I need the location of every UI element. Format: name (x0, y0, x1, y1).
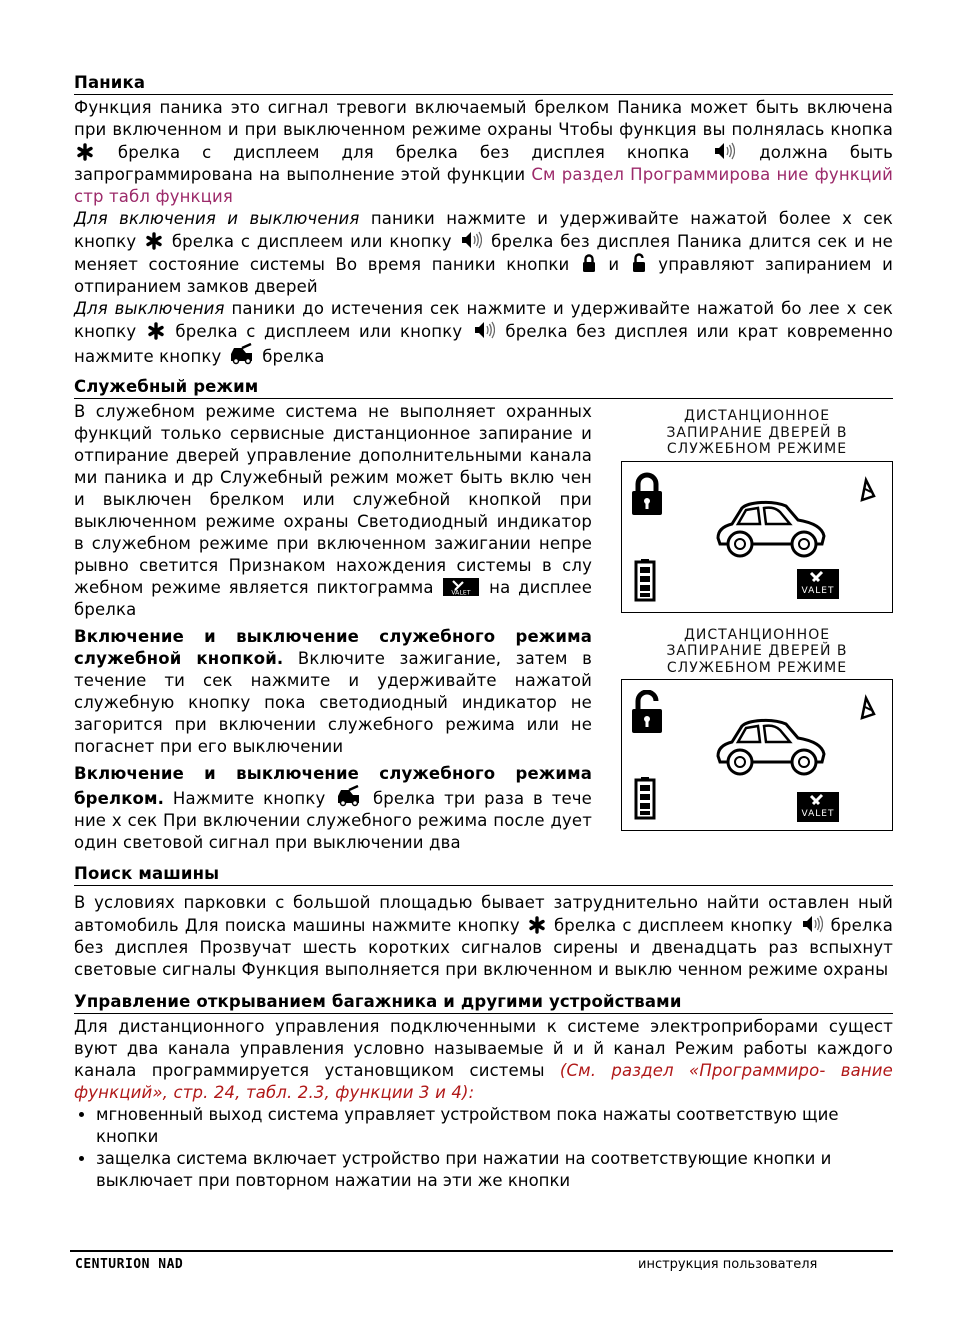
lock-closed-icon (630, 472, 664, 516)
valet-icon (443, 578, 479, 596)
car-trunk-icon (336, 785, 362, 807)
panic-paragraph-1: Функция паника это сигнал тревоги включаемый брелком Паника может быть включена при включенном и при выключенном режиме охраны Чтобы функция вы полнялась кнопка брелка с дисплеем для брелка без дисплея кнопка должна быть запрограммирована на выполнение этой функции См раздел Программирова ние функций стр табл функция (74, 98, 893, 206)
asterisk-icon (145, 232, 163, 250)
panic-reference: См раздел Программирова ние функций стр табл функция (74, 165, 893, 206)
asterisk-icon (76, 143, 94, 161)
panic-section-header (74, 72, 893, 95)
asterisk-icon (147, 322, 165, 340)
service-heading: Служебный режим (74, 377, 259, 396)
search-paragraph: В условиях парковки с большой площадью бывает затруднительно найти оставлен ный автомобиль Для поиска машины нажмите кнопку брелка с дисплеем кнопку брелка без дисплея Прозвучат шесть коротких сигналов сирены и двенадцать раз вспыхнут световые сигналы Функция выполняется при включенном и выклю ченном режиме охраны (74, 893, 893, 979)
speaker-icon (801, 914, 823, 934)
service-paragraph-2: Включение и выключение служебного режима служебной кнопкой. Включите зажигание, затем в течение ти сек нажмите и удерживайте нажатой служебную кнопку пока светодиодный индикатор не загорится при включении служебного режима или не погаснет при его выключении (74, 627, 592, 756)
figure-caption: ДИСТАНЦИОННОЕ ЗАПИРАНИЕ ДВЕРЕЙ В СЛУЖЕБНОМ РЕЖИМЕ (666, 626, 848, 676)
service-text-column (74, 401, 592, 854)
panic-paragraph-2: Для включения и выключения паники нажмите и удерживайте нажатой более х сек кнопку брелка с дисплеем или кнопку брелка без дисплея Паника длится сек и не меняет состояние системы Во время паники кнопки и управляют запиранием и отпиранием замков дверей (74, 209, 893, 296)
lock-closed-icon (582, 253, 596, 273)
car-icon (710, 486, 830, 566)
car-icon (710, 704, 830, 784)
antenna-icon (856, 694, 878, 720)
lcd-display (621, 679, 893, 831)
trunk-reference: (См. раздел «Программиро- вание функций», стр. 24, табл. 2.3, функции 3 и 4): (74, 1061, 893, 1102)
search-section-header (74, 863, 893, 886)
panic-paragraph-3: Для выключения паники до истечения сек нажмите и удерживайте нажатой бо лее х сек кнопку брелка с дисплеем или кнопку брелка без дисплея или крат ковременно нажмите кнопку брелка (74, 299, 893, 366)
panic-heading: Паника (74, 73, 146, 92)
service-paragraph-3: Включение и выключение служебного режима брелком. Нажмите кнопку брелка три раза в тече ние х сек При включении служебного режима после дует один световой сигнал при выключении два (74, 764, 592, 852)
figure-remote-unlock-service (621, 627, 893, 832)
page-content (74, 72, 893, 1192)
valet-icon: VALET (797, 792, 839, 822)
lock-open-icon (632, 253, 646, 273)
list-item: • защелка система включает устройство при нажатии на соответствующие кнопки и выключает при повторном нажатии на эти же кнопки (96, 1148, 893, 1192)
trunk-heading: Управление открыванием багажника и другими устройствами (74, 992, 682, 1011)
lcd-display (621, 461, 893, 613)
asterisk-icon (528, 916, 546, 934)
trunk-paragraph: Для дистанционного управления подключенными к системе электроприборами сущест вуют два канала управления условно называемые й и й канал Режим работы каждого канала программируется установщиком системы (См. раздел «Программиро- вание функций», стр. 24, табл. 2.3, функции 3 и 4): (74, 1017, 893, 1102)
battery-icon (634, 776, 656, 820)
service-paragraph-1: В служебном режиме система не выполняет охранных функций только сервисные дистанционное запирание и отпирание дверей управление дополнительными канала ми паника и др Служебный режим может быть вклю чен и выключен брелком или служебной кнопкой при выключенном режиме охраны Светодиодный индикатор в служебном режиме при включенном зажигании непре рывно светится Признаком нахождения системы в слу жебном режиме является пиктограмма VALET на дисплее брелка (74, 402, 592, 619)
figure-caption: ДИСТАНЦИОННОЕ ЗАПИРАНИЕ ДВЕРЕЙ В СЛУЖЕБНОМ РЕЖИМЕ (666, 408, 848, 457)
list-item: • мгновенный выход система управляет устройством пока нажаты соответствую щие кнопки (96, 1104, 893, 1148)
trunk-section-header (74, 991, 893, 1014)
speaker-icon (460, 230, 482, 250)
footer-brand: CENTURION NAD (75, 1257, 184, 1272)
battery-icon (634, 558, 656, 602)
svg-text:VALET: VALET (451, 589, 472, 596)
speaker-icon (473, 320, 495, 340)
car-trunk-icon (229, 343, 255, 365)
lock-open-icon (630, 690, 664, 734)
service-figures (621, 401, 893, 831)
valet-icon: VALET (797, 569, 839, 599)
antenna-icon (856, 476, 878, 502)
footer-doc-title: инструкция пользователя (638, 1257, 818, 1272)
footer-divider (70, 1250, 893, 1252)
service-section-header (74, 376, 893, 399)
search-heading: Поиск машины (74, 864, 220, 883)
figure-remote-lock-service (621, 408, 893, 613)
trunk-modes-list (74, 1104, 893, 1192)
speaker-icon (713, 141, 735, 161)
